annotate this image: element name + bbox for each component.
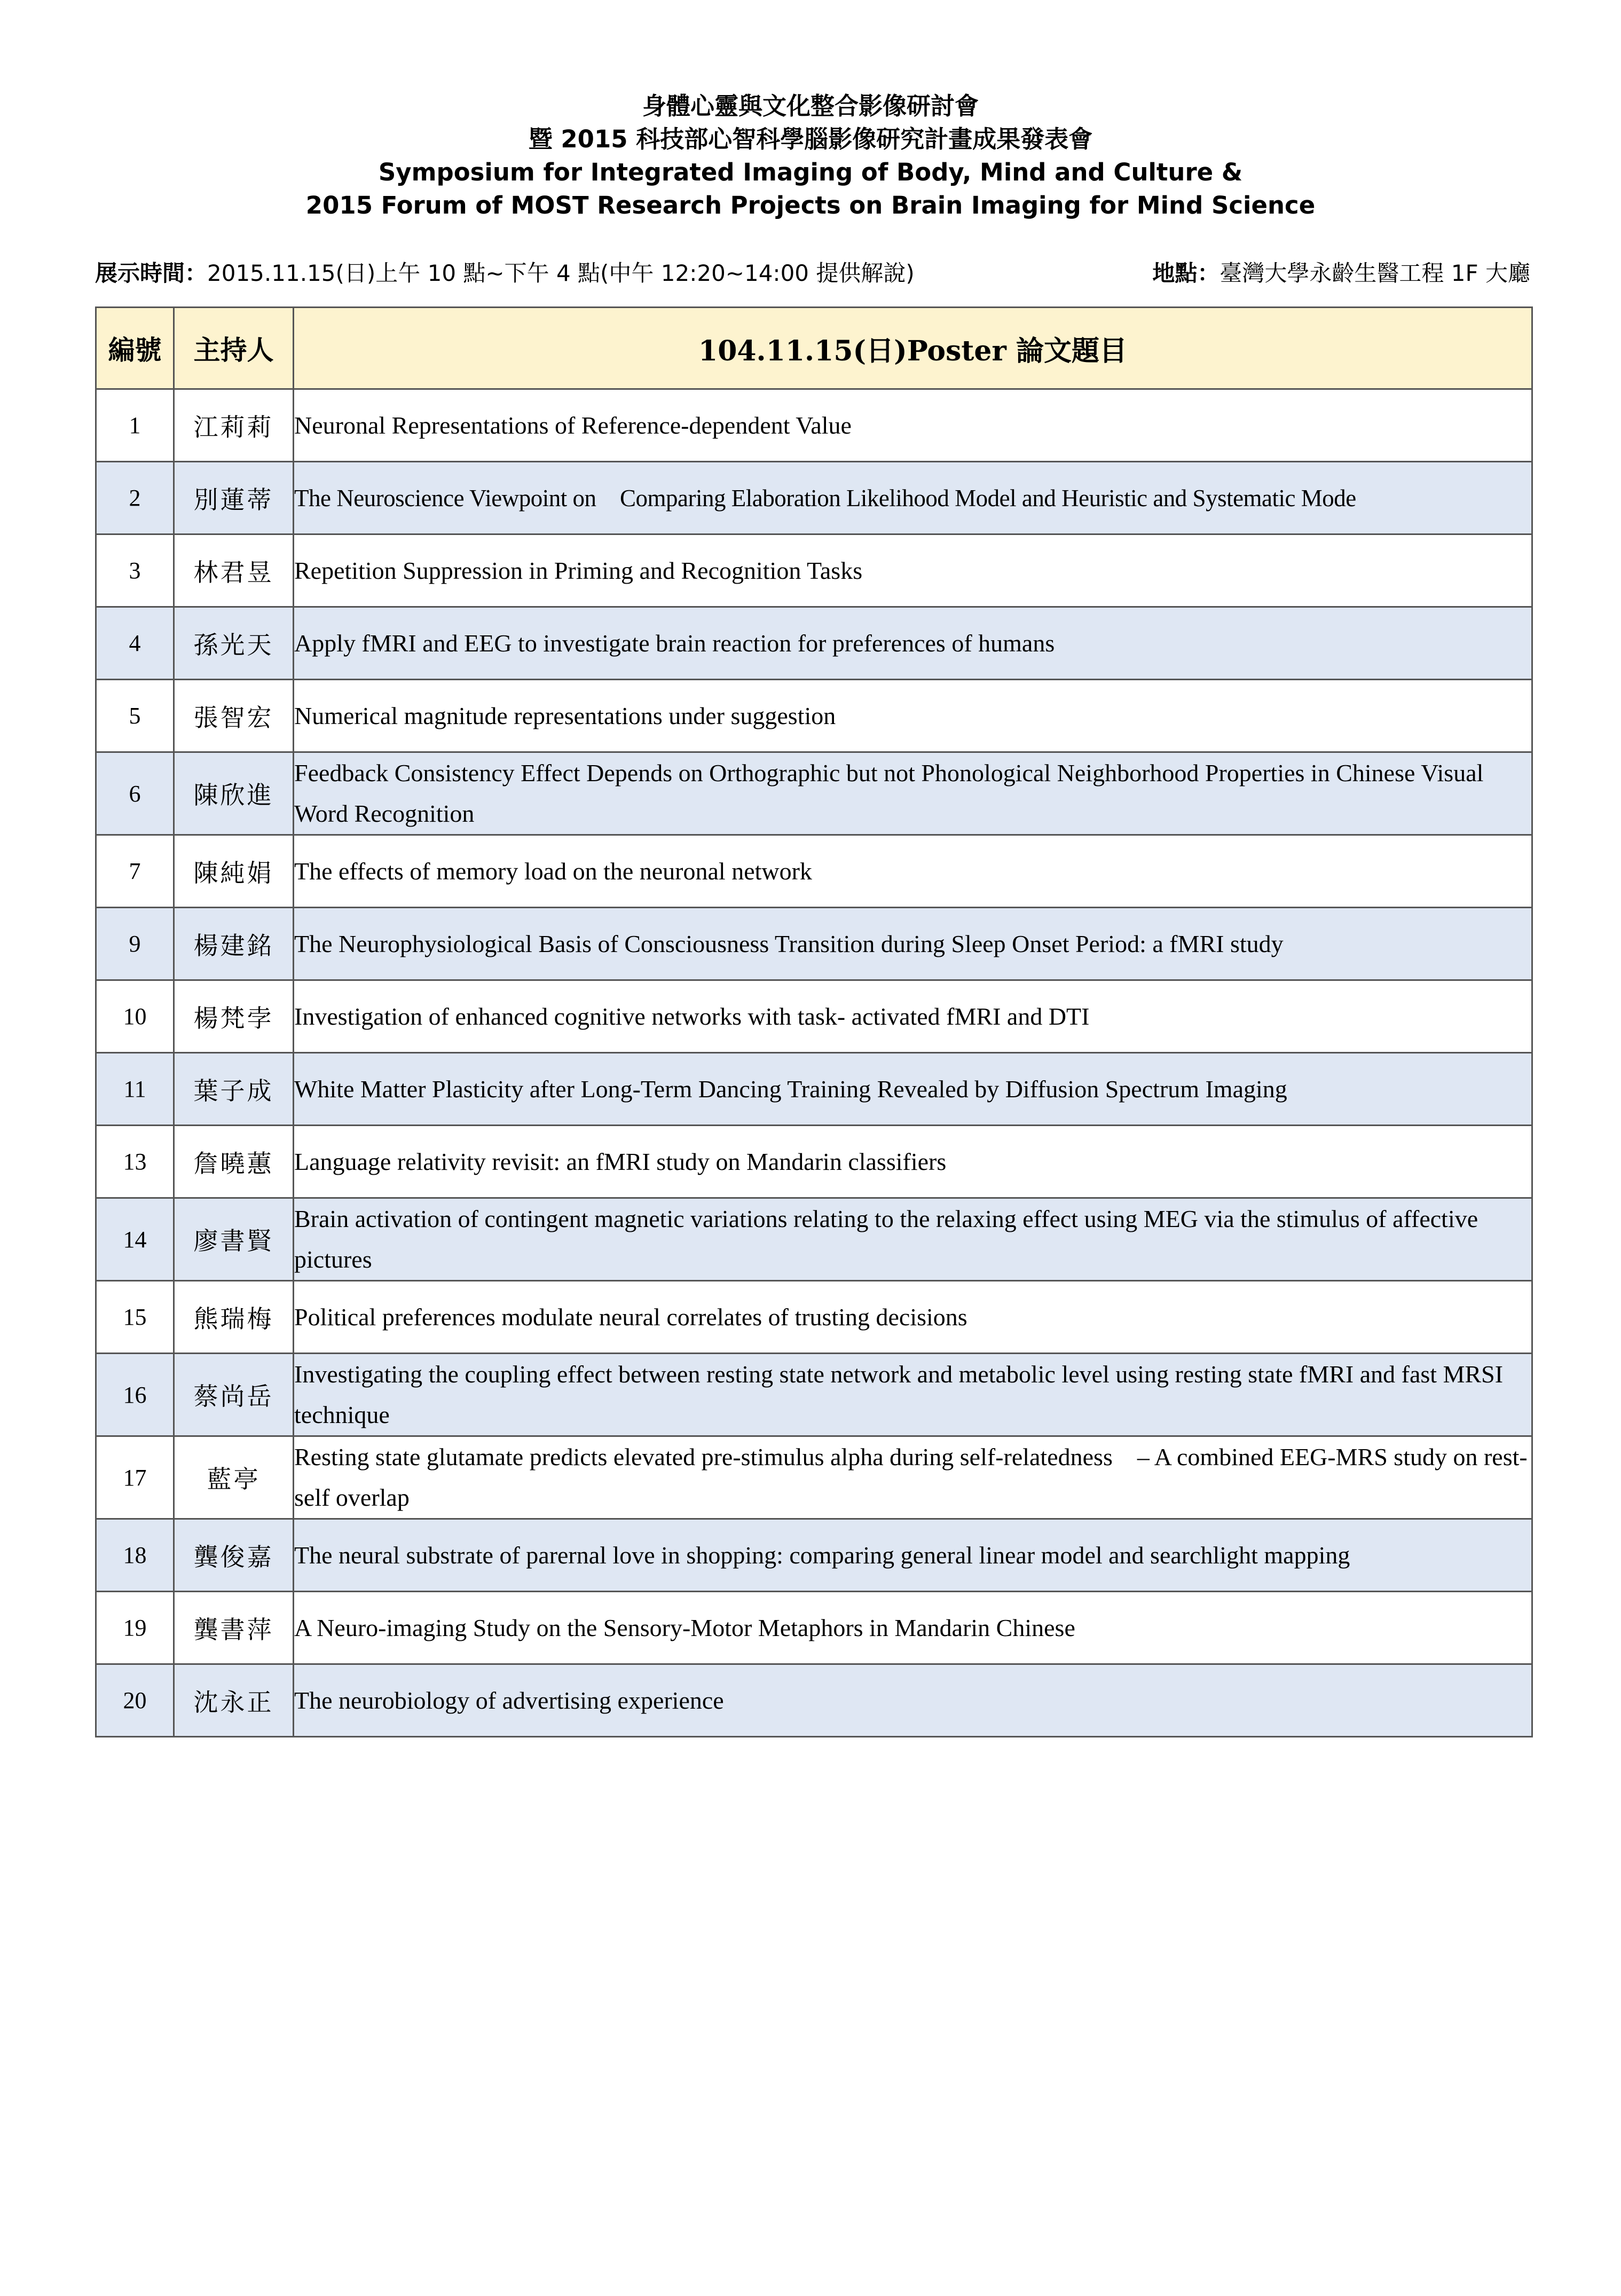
poster-title: Investigation of enhanced cognitive networks with task- activated fMRI and DTI [294, 980, 1532, 1053]
poster-number: 6 [96, 752, 174, 835]
title-chinese-main: 身體心靈與文化整合影像研討會 [642, 92, 979, 120]
poster-title: Political preferences modulate neural correlates of trusting decisions [294, 1281, 1532, 1354]
poster-title: The neurobiology of advertising experience [294, 1664, 1532, 1737]
column-header-poster-title: 104.11.15(日)Poster 論文題目 [294, 308, 1532, 389]
poster-host: 熊瑞梅 [174, 1281, 294, 1354]
poster-host: 廖書賢 [174, 1198, 294, 1281]
table-row [96, 1126, 1532, 1198]
table-row [96, 1592, 1532, 1664]
exhibition-time-value: 2015.11.15(日)上午 10 點~下午 4 點(中午 12:20~14:00 提供解說) [207, 260, 915, 286]
poster-host: 張智宏 [174, 680, 294, 752]
table-row [96, 462, 1532, 534]
poster-number: 20 [96, 1664, 174, 1737]
poster-title: White Matter Plasticity after Long-Term Dancing Training Revealed by Diffusion Spectrum Imaging [294, 1053, 1532, 1126]
poster-title: Language relativity revisit: an fMRI study on Mandarin classifiers [294, 1126, 1532, 1198]
poster-title: The Neuroscience Viewpoint on Comparing Elaboration Likelihood Model and Heuristic and Systematic Mode [294, 462, 1532, 534]
table-row [96, 1354, 1532, 1436]
poster-title: Repetition Suppression in Priming and Recognition Tasks [294, 534, 1532, 607]
poster-number: 4 [96, 607, 174, 680]
poster-number: 14 [96, 1198, 174, 1281]
poster-host: 龔書萍 [174, 1592, 294, 1664]
table-row [96, 1436, 1532, 1519]
poster-number: 9 [96, 908, 174, 980]
table-row [96, 534, 1532, 607]
title-english-sub: 2015 Forum of MOST Research Projects on Brain Imaging for Mind Science [305, 191, 1316, 219]
poster-title: Resting state glutamate predicts elevated pre-stimulus alpha during self-relatedness – A combined EEG-MRS study on rest-self overlap [294, 1436, 1532, 1519]
poster-title: The effects of memory load on the neuronal network [294, 835, 1532, 908]
exhibition-time [95, 258, 915, 288]
poster-host: 江莉莉 [174, 389, 294, 462]
column-header-number: 編號 [96, 308, 174, 389]
table-row [96, 680, 1532, 752]
poster-number: 11 [96, 1053, 174, 1126]
poster-host: 別蓮蒂 [174, 462, 294, 534]
poster-title: Apply fMRI and EEG to investigate brain reaction for preferences of humans [294, 607, 1532, 680]
poster-number: 7 [96, 835, 174, 908]
poster-number: 5 [96, 680, 174, 752]
poster-number: 19 [96, 1592, 174, 1664]
poster-number: 1 [96, 389, 174, 462]
poster-host: 詹曉蕙 [174, 1126, 294, 1198]
poster-number: 15 [96, 1281, 174, 1354]
poster-title: Investigating the coupling effect between resting state network and metabolic level using resting state fMRI and fast MRSI technique [294, 1354, 1532, 1436]
document-title-block [0, 90, 1621, 222]
poster-host: 藍亭 [174, 1436, 294, 1519]
table-row [96, 607, 1532, 680]
poster-host: 葉子成 [174, 1053, 294, 1126]
table-row [96, 980, 1532, 1053]
poster-number: 2 [96, 462, 174, 534]
table-row [96, 389, 1532, 462]
title-english-main: Symposium for Integrated Imaging of Body, Mind and Culture & [378, 158, 1243, 186]
table-row [96, 1664, 1532, 1737]
poster-title: The neural substrate of parernal love in shopping: comparing general linear model and searchlight mapping [294, 1519, 1532, 1592]
poster-host: 孫光天 [174, 607, 294, 680]
poster-number: 16 [96, 1354, 174, 1436]
table-row [96, 1198, 1532, 1281]
poster-number: 3 [96, 534, 174, 607]
title-chinese-sub: 暨 2015 科技部心智科學腦影像研究計畫成果發表會 [528, 125, 1093, 153]
poster-title: Neuronal Representations of Reference-dependent Value [294, 389, 1532, 462]
poster-host: 龔俊嘉 [174, 1519, 294, 1592]
exhibition-time-label: 展示時間： [95, 260, 208, 286]
poster-number: 17 [96, 1436, 174, 1519]
poster-host: 陳欣進 [174, 752, 294, 835]
poster-host: 楊建銘 [174, 908, 294, 980]
poster-host: 林君昱 [174, 534, 294, 607]
poster-number: 10 [96, 980, 174, 1053]
table-row [96, 1053, 1532, 1126]
table-header-row [96, 308, 1532, 389]
poster-title: The Neurophysiological Basis of Consciousness Transition during Sleep Onset Period: a fMRI study [294, 908, 1532, 980]
table-row [96, 908, 1532, 980]
exhibition-place-label: 地點： [1152, 260, 1220, 286]
poster-title: Brain activation of contingent magnetic variations relating to the relaxing effect using MEG via the stimulus of affective pictures [294, 1198, 1532, 1281]
poster-table [95, 306, 1533, 1737]
poster-number: 13 [96, 1126, 174, 1198]
poster-host: 陳純娟 [174, 835, 294, 908]
poster-host: 楊梵孛 [174, 980, 294, 1053]
exhibition-place-value: 臺灣大學永齡生醫工程 1F 大廳 [1219, 260, 1530, 286]
table-row [96, 835, 1532, 908]
exhibition-place [1152, 258, 1530, 288]
column-header-host: 主持人 [174, 308, 294, 389]
table-row [96, 752, 1532, 835]
poster-title: A Neuro-imaging Study on the Sensory-Motor Metaphors in Mandarin Chinese [294, 1592, 1532, 1664]
table-row [96, 1281, 1532, 1354]
poster-title: Feedback Consistency Effect Depends on Orthographic but not Phonological Neighborhood Properties in Chinese Visual Word Recognition [294, 752, 1532, 835]
poster-host: 蔡尚岳 [174, 1354, 294, 1436]
poster-title: Numerical magnitude representations under suggestion [294, 680, 1532, 752]
poster-number: 18 [96, 1519, 174, 1592]
table-row [96, 1519, 1532, 1592]
poster-host: 沈永正 [174, 1664, 294, 1737]
